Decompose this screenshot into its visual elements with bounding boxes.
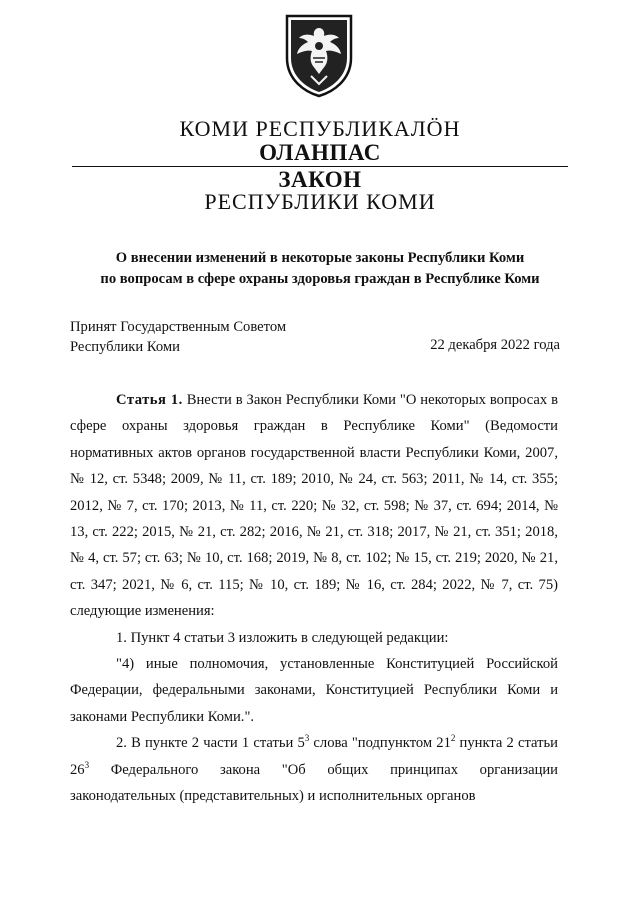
item-2-text-c: пункта 2 статьи 26 <box>70 735 558 778</box>
adoption-date: 22 декабря 2022 года <box>430 337 560 353</box>
item-1-quote-paragraph: "4) иные полномочия, установленные Конституцией Российской Федерации, федеральными законами, Конституцией Республики Коми и законами Республики Коми.". <box>70 656 558 725</box>
item-2-sup-c: 3 <box>84 759 90 770</box>
item-2-text-a: 2. В пункте 2 части 1 статьи 5 <box>116 735 305 752</box>
article-1-text: Внести в Закон Республики Коми "О некоторых вопросах в сфере охраны здоровья граждан в Республике Коми" (Ведомости нормативных актов органов государственной власти Республики Коми, 2007, № 12, ст. 5348; 2009, № 11, ст. 189; 2010, № 24, ст. 563; 2011, № 14, ст. 355; 2012, № 7, ст. 170; 2013, № 11, ст. 220; № 32, ст. 598; № 37, ст. 694; 2014, № 13, ст. 222; 2015, № 21, ст. 282; 2016, № 21, ст. 318; 2017, № 21, ст. 351; 2018, № 4, ст. 57; ст. 63; № 10, ст. 168; 2019, № 8, ст. 102; № 15, ст. 219; 2020, № 21, ст. 347; 2021, № 6, ст. 115; № 10, ст. 189; № 16, ст. 284; 2022, № 7, ст. 75) следующие изменения: <box>70 392 558 620</box>
coat-of-arms-emblem <box>283 14 355 98</box>
article-1-paragraph <box>70 387 558 625</box>
adoption-line-2: Республики Коми <box>70 339 180 355</box>
article-label: Статья 1. <box>116 392 183 408</box>
header-line-komi: КОМИ РЕСПУБЛИКАЛӦН <box>179 116 461 141</box>
header-line-olanpas: ОЛАНПАС <box>259 140 381 165</box>
header-line-zakon: ЗАКОН <box>278 167 362 192</box>
document-title <box>60 248 580 290</box>
item-2-sup-a: 3 <box>304 733 310 744</box>
title-line-1: О внесении изменений в некоторые законы Республики Коми <box>115 250 525 266</box>
emblem-icon <box>283 14 355 98</box>
title-line-2: по вопросам в сфере охраны здоровья граждан в Республике Коми <box>100 271 540 287</box>
item-2-text-d: Федерального закона "Об общих принципах организации законодательных (представительных) и исполнительных органов <box>70 761 558 805</box>
item-2-sup-b: 2 <box>450 733 456 744</box>
adoption-line-1: Принят Государственным Советом <box>70 319 287 335</box>
item-1-paragraph: 1. Пункт 4 статьи 3 изложить в следующей редакции: <box>116 629 449 646</box>
item-2-paragraph <box>70 730 558 809</box>
item-2-text-b: слова "подпунктом 21 <box>309 735 451 752</box>
header-line-republic: РЕСПУБЛИКИ КОМИ <box>204 189 436 214</box>
document-body <box>70 387 558 810</box>
